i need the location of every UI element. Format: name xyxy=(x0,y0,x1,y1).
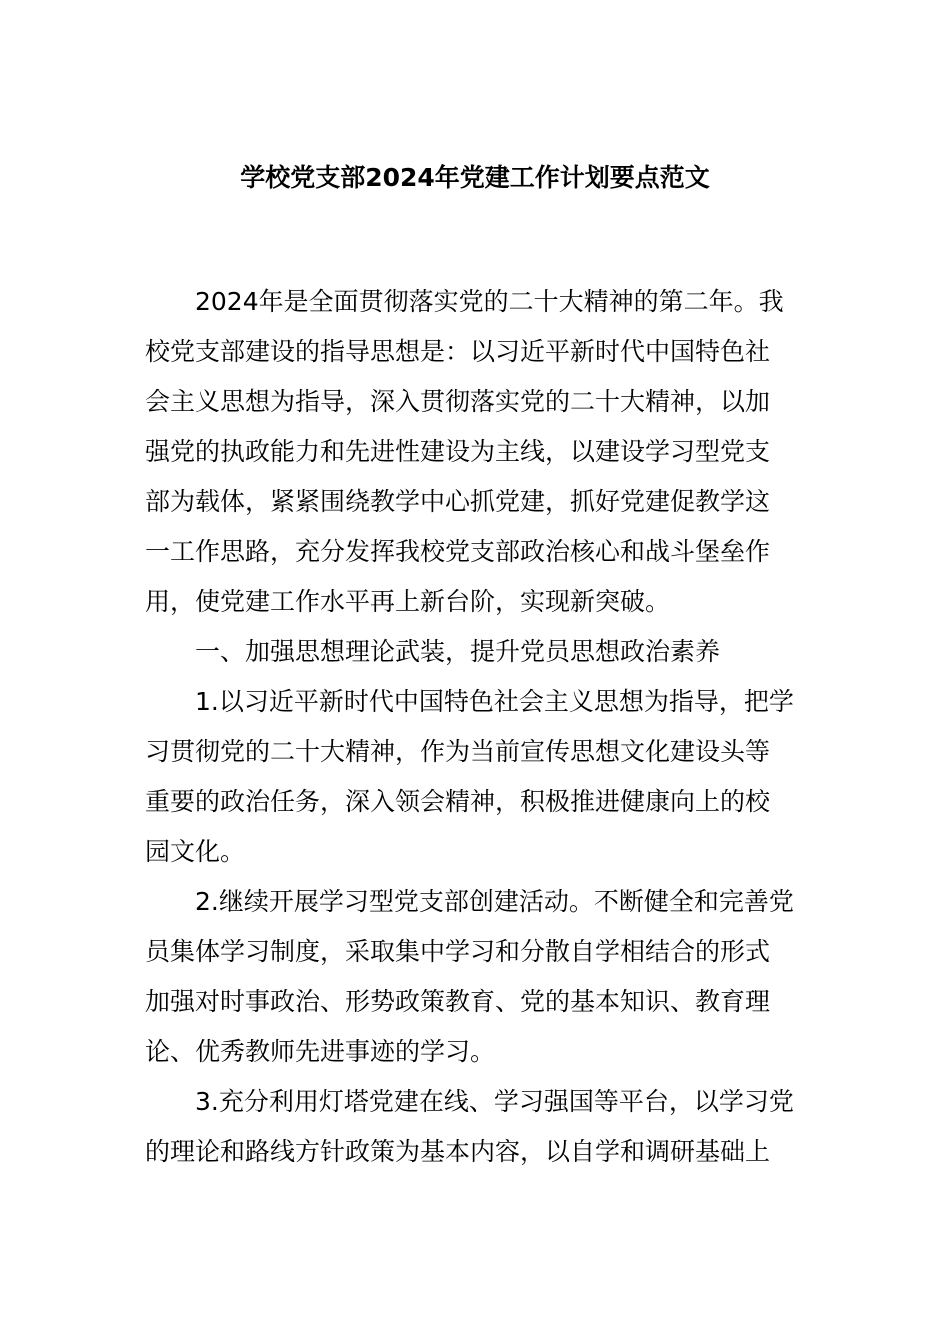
paragraph-line: 3.充分利用灯塔党建在线、学习强国等平台，以学习党 xyxy=(195,1087,794,1116)
paragraph-line: 用，使党建工作水平再上新台阶，实现新突破。 xyxy=(145,587,671,616)
paragraph-line: 2.继续开展学习型党支部创建活动。不断健全和完善党 xyxy=(195,887,794,916)
paragraph-line: 的理论和路线方针政策为基本内容，以自学和调研基础上 xyxy=(145,1137,771,1166)
section-heading: 一、加强思想理论武装，提升党员思想政治素养 xyxy=(195,637,721,666)
paragraph-line: 加强对时事政治、形势政策教育、党的基本知识、教育理 xyxy=(145,987,771,1016)
document-title: 学校党支部2024年党建工作计划要点范文 xyxy=(240,163,710,192)
paragraph-line: 园文化。 xyxy=(145,837,246,866)
paragraph-line: 1.以习近平新时代中国特色社会主义思想为指导，把学 xyxy=(195,687,794,716)
paragraph-line: 2024年是全面贯彻落实党的二十大精神的第二年。我 xyxy=(195,287,784,316)
paragraph-line: 一工作思路，充分发挥我校党支部政治核心和战斗堡垒作 xyxy=(145,537,771,566)
paragraph-line: 部为载体，紧紧围绕教学中心抓党建，抓好党建促教学这 xyxy=(145,487,771,516)
paragraph-line: 会主义思想为指导，深入贯彻落实党的二十大精神，以加 xyxy=(145,387,771,416)
paragraph-line: 强党的执政能力和先进性建设为主线，以建设学习型党支 xyxy=(145,437,771,466)
paragraph-line: 校党支部建设的指导思想是：以习近平新时代中国特色社 xyxy=(145,337,771,366)
paragraph-line: 习贯彻党的二十大精神，作为当前宣传思想文化建设头等 xyxy=(145,737,771,766)
paragraph-line: 员集体学习制度，采取集中学习和分散自学相结合的形式 xyxy=(145,937,771,966)
paragraph-line: 重要的政治任务，深入领会精神，积极推进健康向上的校 xyxy=(145,787,771,816)
paragraph-line: 论、优秀教师先进事迹的学习。 xyxy=(145,1037,496,1066)
